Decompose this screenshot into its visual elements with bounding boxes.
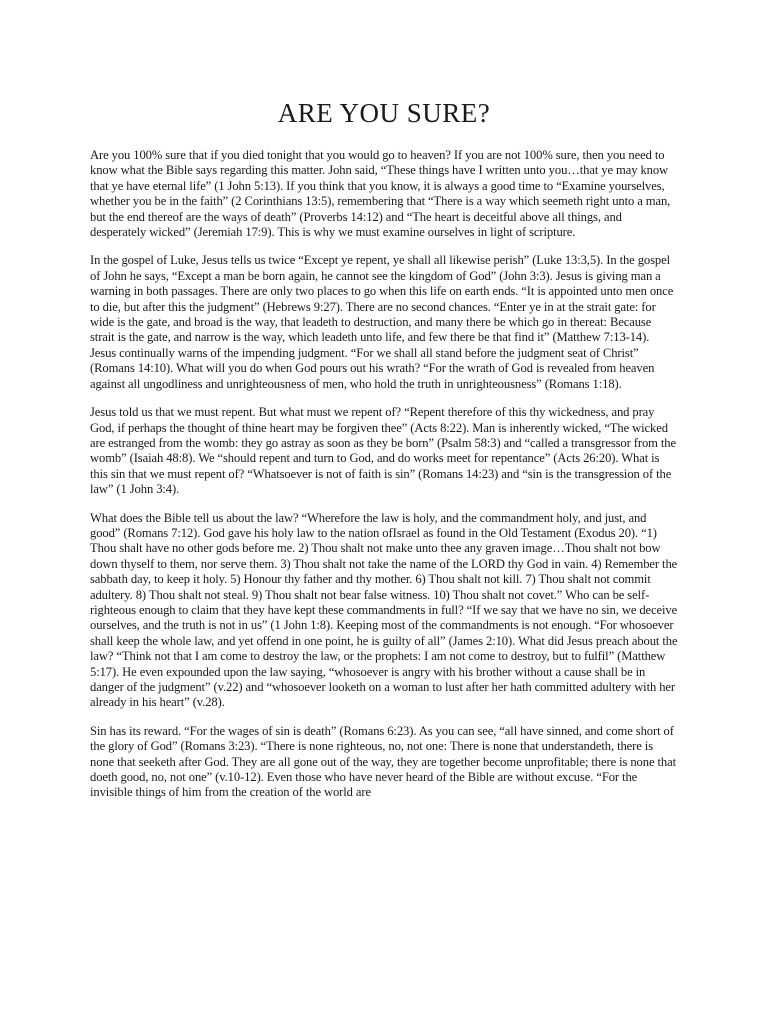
document-body bbox=[90, 148, 678, 814]
paragraph-1: Are you 100% sure that if you died tonight that you would go to heaven? If you are not 100% sure, then you need to know what the Bible says regarding this matter. John said, “These things have I written unto you…that ye may know that ye have eternal life” (1 John 5:13). If you think that you know, it is always a good time to “Examine yourselves, whether you be in the faith” (2 Corinthians 13:5), remembering that “There is a way which seemeth right unto a man, but the end thereof are the ways of death” (Proverbs 14:12) and “The heart is deceitful above all things, and desperately wicked” (Jeremiah 17:9). This is why we must examine ourselves in light of scripture. bbox=[90, 148, 671, 240]
paragraph-3: Jesus told us that we must repent. But what must we repent of? “Repent therefore of this thy wickedness, and pray God, if perhaps the thought of thine heart may be forgiven thee” (Acts 8:22). Man is inherently wicked, “The wicked are estranged from the womb: they go astray as soon as they be born” (Psalm 58:3) and “called a transgressor from the womb” (Isaiah 48:8). We “should repent and turn to God, and do works meet for repentance” (Acts 26:20). What is this sin that we must repent of? “Whatsoever is not of faith is sin” (Romans 14:23) and “sin is the transgression of the law” (1 John 3:4). bbox=[90, 405, 676, 497]
paragraph-5: Sin has its reward. “For the wages of sin is death” (Romans 6:23). As you can see, “all have sinned, and come short of the glory of God” (Romans 3:23). “There is none righteous, no, not one: There is none that understandeth, there is none that seeketh after God. They are all gone out of the way, they are together become unprofitable; there is none that doeth good, no, not one” (v.10-12). Even those who have never heard of the Bible are without excuse. “For the invisible things of him from the creation of the world are bbox=[90, 723, 676, 800]
paragraph-2: In the gospel of Luke, Jesus tells us twice “Except ye repent, ye shall all likewise perish” (Luke 13:3,5). In the gospel of John he says, “Except a man be born again, he cannot see the kingdom of God” (John 3:3). Jesus is giving man a warning in both passages. There are only two places to go when this life on earth ends. “It is appointed unto men once to die, but after this the judgment” (Hebrews 9:27). There are no second chances. “Enter ye in at the strait gate: for wide is the gate, and broad is the way, that leadeth to destruction, and many there be which go in thereat: Because strait is the gate, and narrow is the way, which leadeth unto life, and few there be that find it” (Matthew 7:13-14). Jesus continually warns of the impending judgment. “For we shall all stand before the judgment seat of Christ” (Romans 14:10). What will you do when God pours out his wrath? “For the wrath of God is revealed from heaven against all ungodliness and unrighteousness of men, who hold the truth in unrighteousness” (Romans 1:18). bbox=[90, 253, 674, 391]
page-title: ARE YOU SURE? bbox=[277, 98, 491, 128]
paragraph-4: What does the Bible tell us about the law? “Wherefore the law is holy, and the commandment holy, and just, and good” (Romans 7:12). God gave his holy law to the nation ofIsrael as found in the Old Testament (Exodus 20). “1) Thou shalt have no other gods before me. 2) Thou shalt not make unto thee any graven image…Thou shalt not bow down thyself to them, nor serve them. 3) Thou shalt not take the name of the LORD thy God in vain. 4) Remember the sabbath day, to keep it holy. 5) Honour thy father and thy mother. 6) Thou shalt not kill. 7) Thou shalt not commit adultery. 8) Thou shalt not steal. 9) Thou shalt not bear false witness. 10) Thou shalt not covet.” Who can be self-righteous enough to claim that they have kept these commandments in full? “If we say that we have no sin, we deceive ourselves, and the truth is not in us” (1 John 1:8). Keeping most of the commandments is not enough. “For whosoever shall keep the whole law, and yet offend in one point, he is guilty of all” (James 2:10). What did Jesus preach about the law? “Think not that I am come to destroy the law, or the prophets: I am not come to destroy, but to fulfil” (Matthew 5:17). He even expounded upon the law saying, “whosoever is angry with his brother without a cause shall be in danger of the judgment” (v.22) and “whosoever looketh on a woman to lust after her hath committed adultery with her already in his heart” (v.28). bbox=[90, 510, 678, 710]
